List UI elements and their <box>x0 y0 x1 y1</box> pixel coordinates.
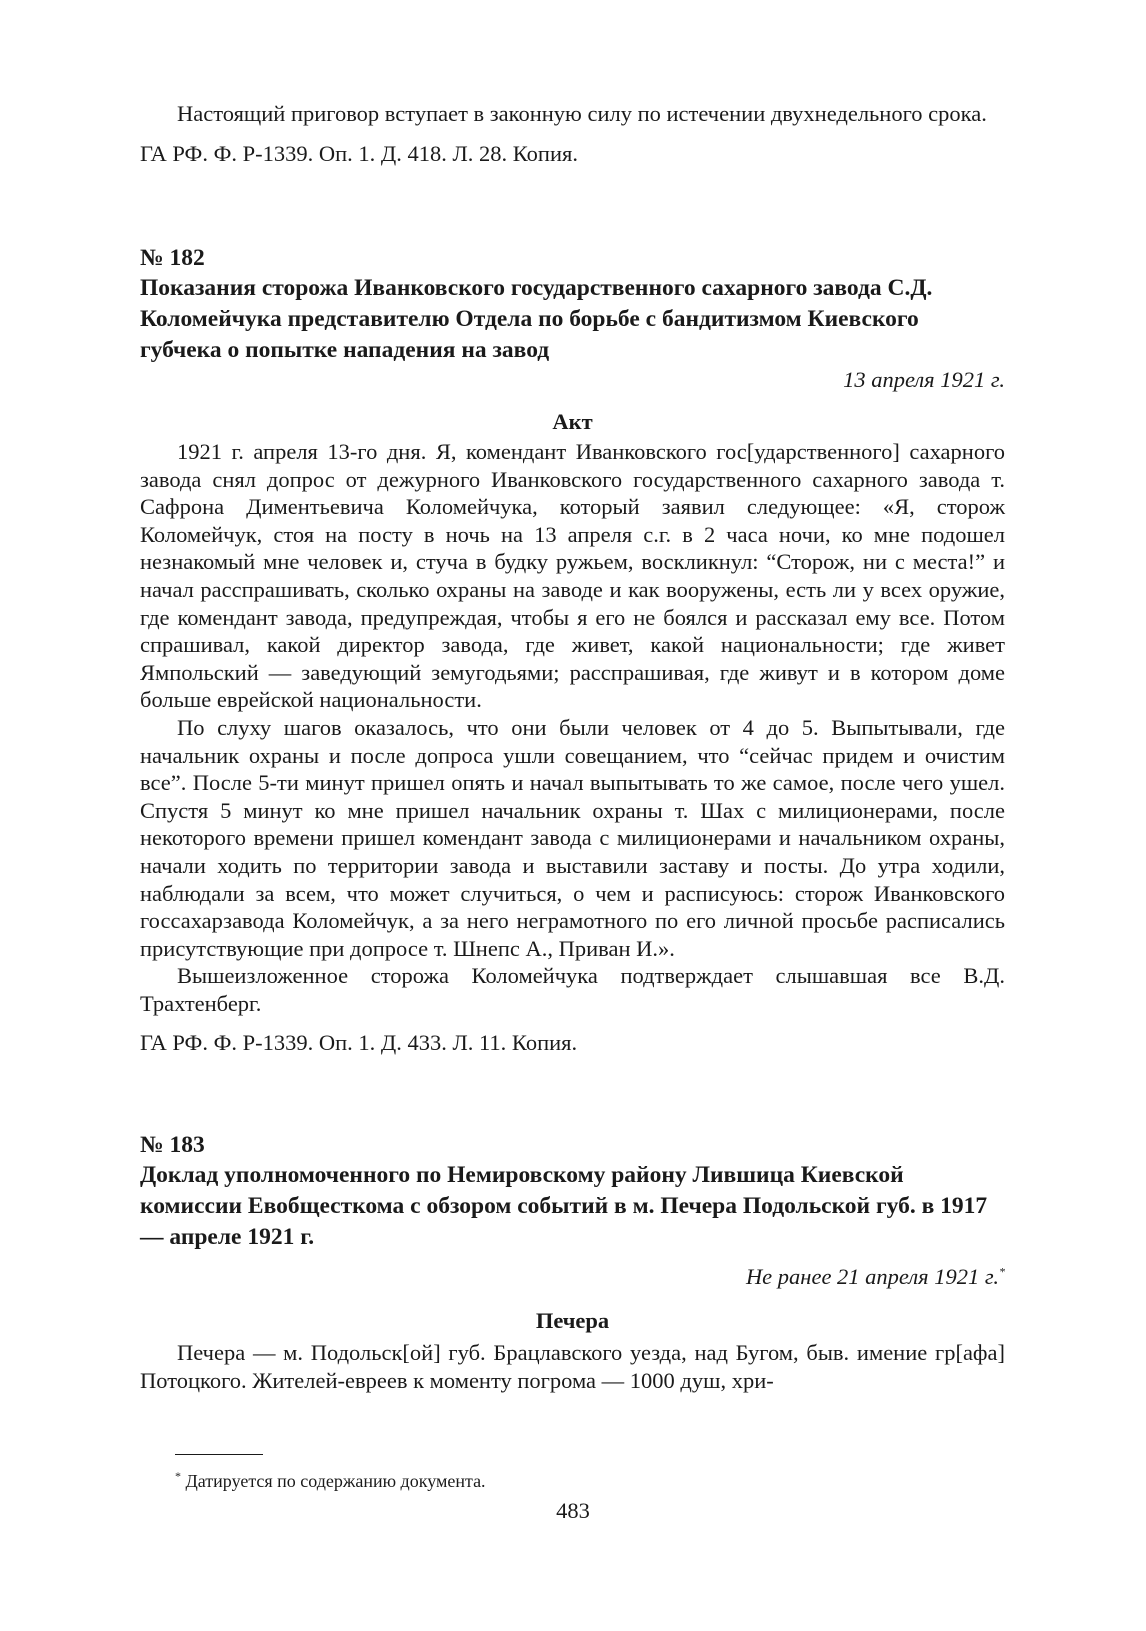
footnote-rule <box>175 1454 263 1455</box>
section-heading: Печера <box>535 1308 610 1333</box>
document-title: Показания сторожа Иванковского государственного сахарного завода С.Д. Коломейчука представителю Отдела по борьбе с бандитизмом Киевского губчека о попытке нападения на завод <box>140 275 933 363</box>
document-182 <box>140 243 1005 1057</box>
body-paragraph: 1921 г. апреля 13-го дня. Я, комендант Иванковского гос[ударственного] сахарного завода снял допрос от дежурного Иванковского государственного сахарного завода т. Сафрона Диментьевича Коломейчука, который заявил следующее: «Я, сторож Коломейчук, стоя на посту в ночь на 13 апреля с.г. в 2 часа ночи, ко мне подошел незнакомый мне человек и, стуча в будку ружьем, воскликнул: “Сторож, ни с места!” и начал расспрашивать, сколько охраны на заводе и как вооружены, есть ли у всех оружие, где комендант завода, предупреждая, чтобы я его не боялся и рассказал ему все. Потом спрашивал, какой директор завода, где живет, какой национальности; где живет Ямпольский — заведующий земугодьями; расспрашивая, где живут и в котором доме больше еврейской национальности. <box>140 439 1005 713</box>
section-heading: Акт <box>552 409 593 434</box>
body-paragraph: Вышеизложенное сторожа Коломейчука подтверждает слышавшая все В.Д. Трахтенберг. <box>140 963 1005 1016</box>
footnote-mark: * <box>175 1469 181 1483</box>
footnote-mark: * <box>999 1264 1005 1279</box>
document-number: № 182 <box>140 245 205 271</box>
archive-source: ГА РФ. Ф. Р-1339. Оп. 1. Д. 433. Л. 11. Копия. <box>140 1030 578 1056</box>
top-section <box>140 100 1005 167</box>
document-number: № 183 <box>140 1132 205 1158</box>
body-paragraph: По слуху шагов оказалось, что они были человек от 4 до 5. Выпытывали, где начальник охраны и после допроса ушли совещанием, что “сейчас придем и очистим все”. После 5-ти минут пришел опять и начал выпытывать то же самое, после чего ушел. Спустя 5 минут ко мне пришел начальник охраны т. Шах с милиционерами, после некоторого времени пришел комендант завода с милиционерами и начальником охраны, начали ходить по территории завода и выставили заставу и посты. До утра ходили, наблюдали за всем, что может случиться, о чем и расписуюсь: сторож Иванковского госсахарзавода Коломейчук, а за него неграмотного по его личной просьбе расписались присутствующие при допросе т. Шнепс А., Приван И.». <box>140 714 1005 961</box>
document-date: 13 апреля 1921 г. <box>843 367 1005 392</box>
footnote <box>175 1470 486 1492</box>
body-paragraph: Печера — м. Подольск[ой] губ. Брацлавского уезда, над Бугом, быв. имение гр[афа] Потоцкого. Жителей-евреев к моменту погрома — 1000 душ, хри- <box>140 1340 1005 1393</box>
closing-paragraph: Настоящий приговор вступает в законную силу по истечении двухнедельного срока. <box>177 101 987 126</box>
document-date: Не ранее 21 апреля 1921 г.* <box>745 1264 1005 1289</box>
page-number: 483 <box>556 1498 590 1523</box>
archive-source: ГА РФ. Ф. Р-1339. Оп. 1. Д. 418. Л. 28. Копия. <box>140 140 578 166</box>
footnote-text: Датируется по содержанию документа. <box>185 1471 486 1491</box>
document-183 <box>140 1130 1005 1394</box>
document-title: Доклад уполномоченного по Немировскому району Лившица Киевской комиссии Евобщесткома с обзором событий в м. Печера Подольской губ. в 1917 — апреле 1921 г. <box>140 1162 988 1250</box>
